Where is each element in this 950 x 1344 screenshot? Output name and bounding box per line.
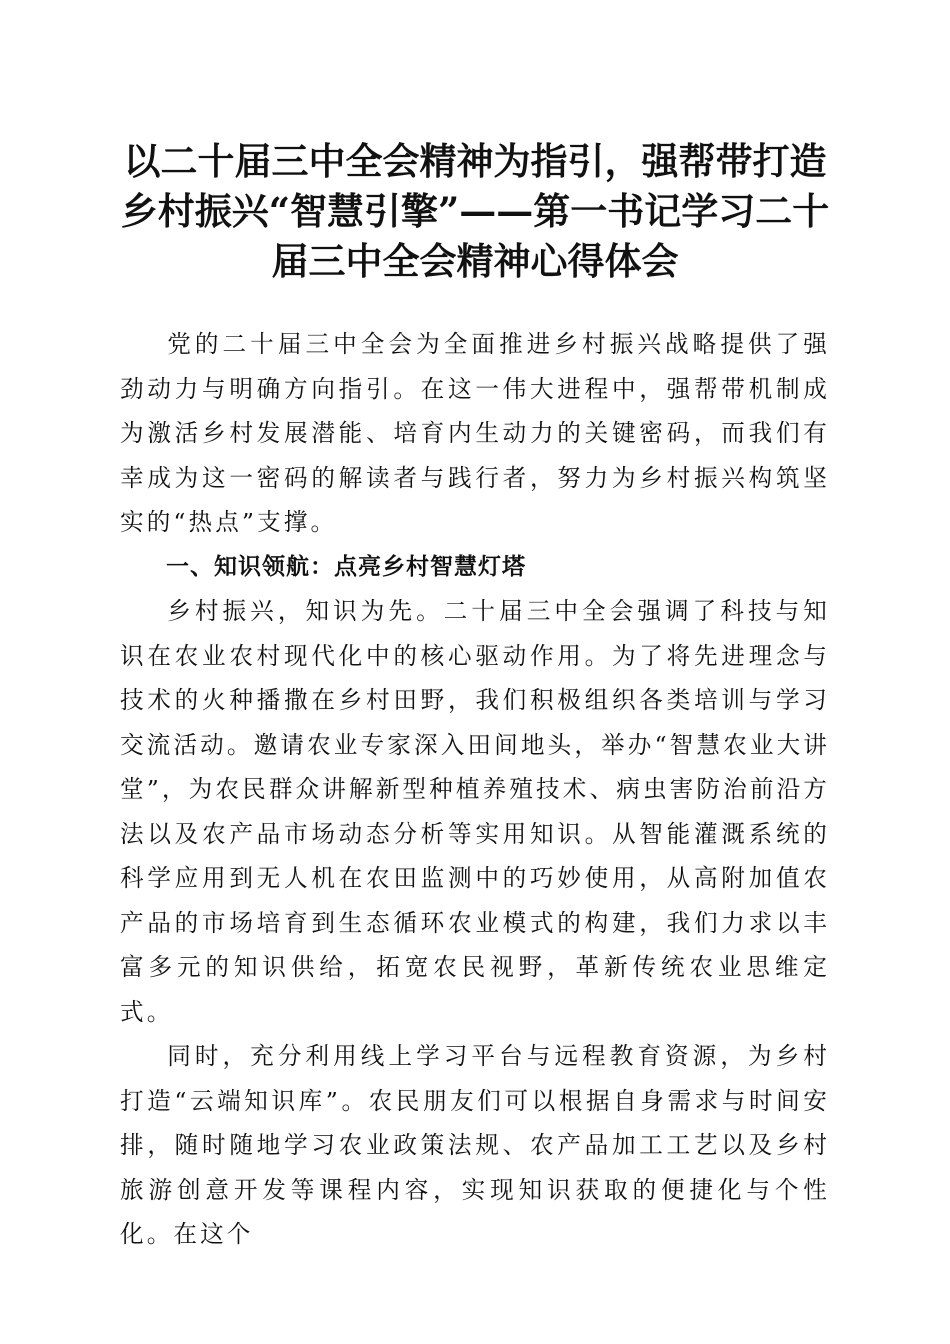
paragraph-knowledge: 乡村振兴，知识为先。二十届三中全会强调了科技与知识在农业农村现代化中的核心驱动作用。为了将先进理念与技术的火种播撒在乡村田野，我们积极组织各类培训与学习交流活动。邀请农业专家深入田间地头，举办“智慧农业大讲堂”，为农民群众讲解新型种植养殖技术、病虫害防治前沿方法以及农产品市场动态分析等实用知识。从智能灌溉系统的科学应用到无人机在农田监测中的巧妙使用，从高附加值农产品的市场培育到生态循环农业模式的构建，我们力求以丰富多元的知识供给，拓宽农民视野，革新传统农业思维定式。 [120, 597, 830, 1026]
document-body [120, 322, 830, 1257]
section-heading: 一、知识领航：点亮乡村智慧灯塔 [166, 553, 526, 580]
paragraph-online-learning: 同时，充分利用线上学习平台与远程教育资源，为乡村打造“云端知识库”。农民朋友们可以根据自身需求与时间安排，随时随地学习农业政策法规、农产品加工工艺以及乡村旅游创意开发等课程内容，实现知识获取的便捷化与个性化。在这个 [120, 1042, 830, 1248]
document-title: 以二十届三中全会精神为指引，强帮带打造乡村振兴“智慧引擎”——第一书记学习二十届三中全会精神心得体会 [120, 139, 830, 283]
paragraph-intro: 党的二十届三中全会为全面推进乡村振兴战略提供了强劲动力与明确方向指引。在这一伟大进程中，强帮带机制成为激活乡村发展潜能、培育内生动力的关键密码，而我们有幸成为这一密码的解读者与践行者，努力为乡村振兴构筑坚实的“热点”支撑。 [120, 330, 830, 536]
